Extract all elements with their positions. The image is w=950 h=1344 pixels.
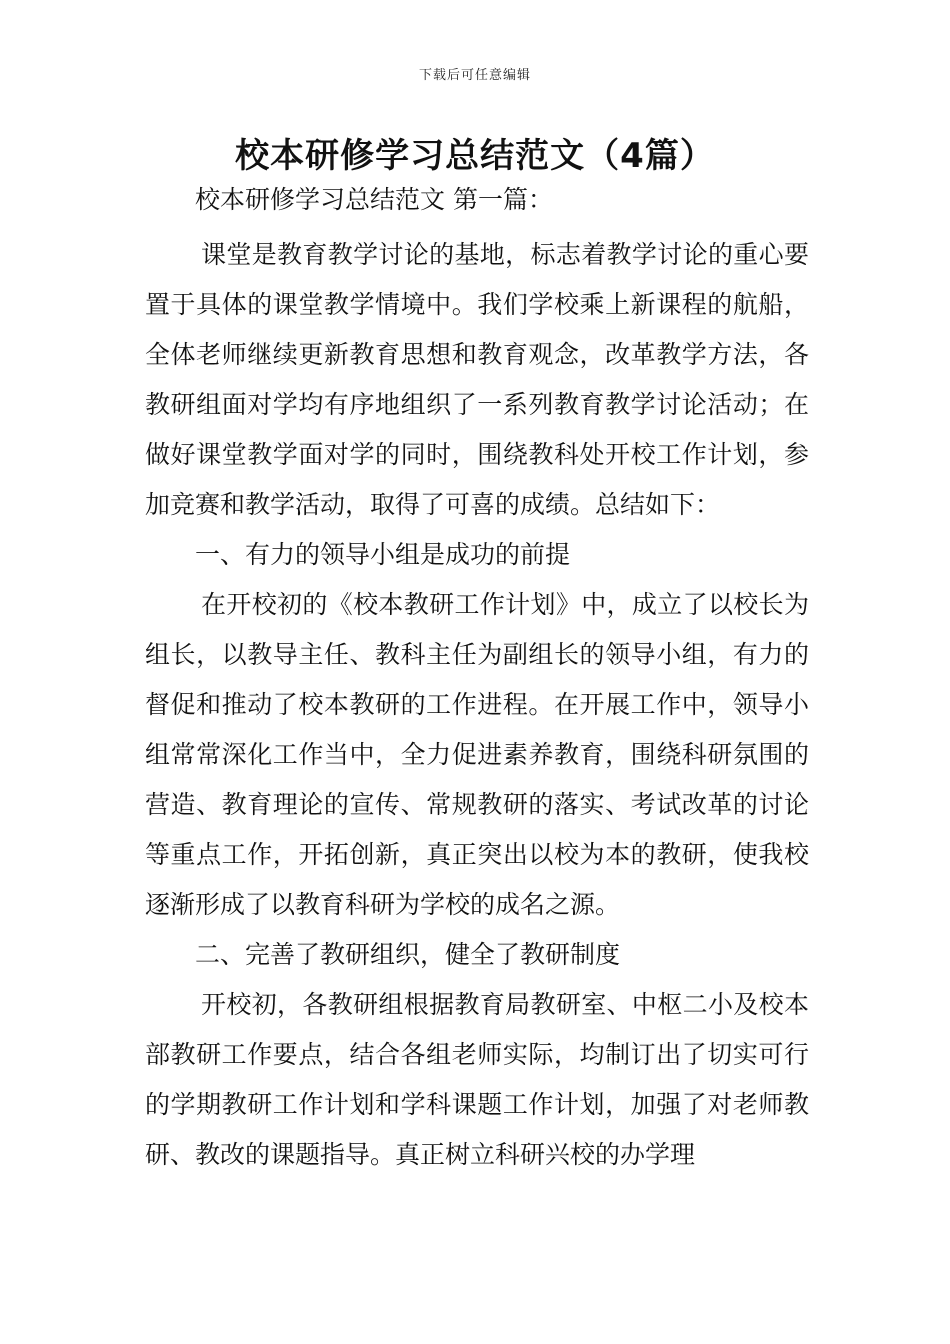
document-body: [145, 180, 809, 1180]
heading-leadership: 一、有力的领导小组是成功的前提: [195, 540, 571, 569]
section-subtitle: 校本研修学习总结范文 第一篇：: [195, 185, 553, 214]
paragraph-leadership: 在开校初的《校本教研工作计划》中，成立了以校长为组长，以教导主任、教科主任为副组长的领导小组，有力的督促和推动了校本教研的工作进程。在开展工作中，领导小组常常深化工作当中，全力促进素养教育，围绕科研氛围的营造、教育理论的宣传、常规教研的落实、考试改革的讨论等重点工作，开拓创新，真正突出以校为本的教研，使我校逐渐形成了以教育科研为学校的成名之源。: [145, 590, 809, 919]
document-title: 校本研修学习总结范文（4篇）: [235, 136, 715, 176]
heading-organization: 二、完善了教研组织，健全了教研制度: [195, 940, 621, 969]
paragraph-intro: 课堂是教育教学讨论的基地，标志着教学讨论的重心要置于具体的课堂教学情境中。我们学校乘上新课程的航船，全体老师继续更新教育思想和教育观念，改革教学方法，各教研组面对学均有序地组织了一系列教育教学讨论活动；在做好课堂教学面对学的同时，围绕教科处开校工作计划，参加竞赛和教学活动，取得了可喜的成绩。总结如下：: [145, 240, 809, 519]
header-note: 下载后可任意编辑: [418, 68, 531, 83]
paragraph-organization: 开校初，各教研组根据教育局教研室、中枢二小及校本部教研工作要点，结合各组老师实际，均制订出了切实可行的学期教研工作计划和学科课题工作计划，加强了对老师教研、教改的课题指导。真正树立科研兴校的办学理: [145, 990, 809, 1169]
